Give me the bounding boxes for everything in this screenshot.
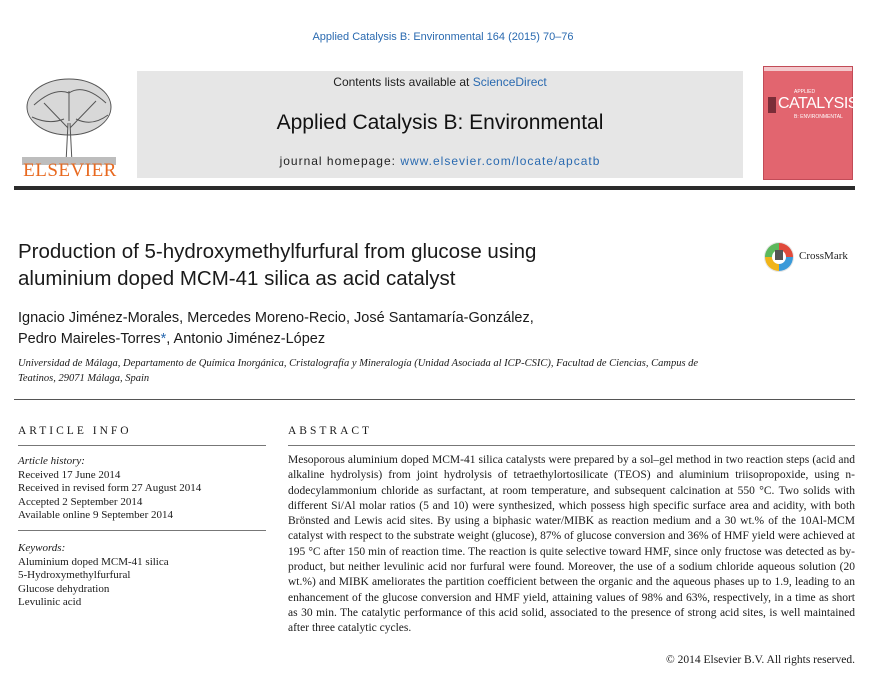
article-title: Production of 5-hydroxymethylfurfural from glucose using aluminium doped MCM-41 silica as acid catalyst bbox=[18, 240, 537, 290]
journal-title: Applied Catalysis B: Environmental bbox=[276, 111, 604, 134]
publisher-name: ELSEVIER bbox=[23, 160, 117, 181]
abstract-heading: ABSTRACT bbox=[288, 425, 373, 437]
crossmark-label: CrossMark bbox=[799, 250, 848, 262]
article-info-heading: ARTICLE INFO bbox=[18, 425, 132, 437]
cover-wordmark: CATALYSIS bbox=[778, 95, 858, 112]
contents-line: Contents lists available at ScienceDirect bbox=[333, 75, 547, 89]
journal-cover[interactable] bbox=[763, 66, 858, 180]
keyword-item: Aluminium doped MCM-41 silica bbox=[18, 555, 169, 568]
homepage-link[interactable]: www.elsevier.com/locate/apcatb bbox=[400, 154, 601, 168]
homepage-line: journal homepage: www.elsevier.com/locate/apcatb bbox=[279, 154, 601, 168]
keyword-item: Levulinic acid bbox=[18, 596, 82, 608]
keywords bbox=[18, 542, 266, 610]
keywords-label: Keywords: bbox=[18, 542, 66, 554]
history-item: Available online 9 September 2014 bbox=[18, 509, 173, 521]
article-history bbox=[18, 455, 266, 523]
history-label: Article history: bbox=[18, 455, 85, 467]
keyword-item: 5-Hydroxymethylfurfural bbox=[18, 569, 131, 581]
history-item: Received in revised form 27 August 2014 bbox=[18, 482, 202, 494]
abstract-body: Mesoporous aluminium doped MCM-41 silica catalysts were prepared by a sol–gel method in two reaction steps (acid and alkaline hydrolysis) from joint hydrolysis of tetraethylortosilicate (TEOS) and aluminium triisopropoxide, using n-dodecylammonium chloride as surfactant, at room temperature, and subsequent calcination at 550 °C. Two solids with different Si/Al molar ratios (5 and 10) were synthesized, which possess high specific surface area and acidity, with both Brönsted and Lewis acid sites. By using a biphasic water/MIBK as reaction medium and a 30 wt.% of the 10Al-MCM catalyst with respect to the substrate weight (glucose), 87% of glucose conversion and 36% of HMF yield were achieved at 195 °C after 150 min of reaction time. The reaction is quite selective toward HMF, since only fructose was detected as by-product, but neither levulinic acid nor furfural were found. Moreover, the use of a sodium chloride aqueous solution (20 wt.%) and MIBK ameliorates the partition coefficient between the organic and the aqueous phases up to 1.9, leading to an enhancement of the glucose conversion and HMF yield, attaining values of 98% and 63%, respectively, in a time as short as 30 min. The catalytic performance of this acid solid, associated to the presence of strong acid sites, is well maintained after three catalytic cycles. bbox=[288, 454, 855, 635]
history-item: Accepted 2 September 2014 bbox=[18, 495, 143, 508]
cover-small-text: APPLIED bbox=[794, 89, 816, 95]
affiliation-rule bbox=[14, 399, 855, 400]
header-rule bbox=[14, 186, 855, 190]
journal-citation[interactable]: Applied Catalysis B: Environmental 164 (2015) 70–76 bbox=[312, 31, 574, 43]
keyword-item: Glucose dehydration bbox=[18, 582, 110, 595]
cover-square bbox=[768, 97, 776, 113]
crossmark-badge[interactable] bbox=[763, 240, 863, 276]
crossmark-icon bbox=[763, 240, 795, 274]
corresponding-author-mark[interactable]: * bbox=[160, 331, 167, 347]
cover-env-text: B: ENVIRONMENTAL bbox=[794, 114, 843, 120]
journal-banner bbox=[137, 71, 743, 178]
affiliation: Universidad de Málaga, Departamento de Química Inorgánica, Cristalografía y Mineralogía (Unidad Asociada al ICP-CSIC), Facultad de Ciencias, Campus de Teatinos, 29071 Málaga, Spain bbox=[18, 358, 699, 384]
keywords-rule bbox=[18, 530, 266, 531]
sciencedirect-link[interactable]: ScienceDirect bbox=[472, 75, 547, 89]
author-list: Ignacio Jiménez-Morales, Mercedes Moreno-Recio, José Santamaría-González, Pedro Maireles-Torres*, Antonio Jiménez-López bbox=[18, 310, 534, 347]
copyright-notice: © 2014 Elsevier B.V. All rights reserved. bbox=[666, 654, 855, 666]
history-item: Received 17 June 2014 bbox=[18, 468, 121, 481]
article-info-rule bbox=[18, 445, 266, 446]
cover-strip bbox=[764, 67, 852, 71]
journal-header bbox=[14, 62, 858, 181]
abstract-rule bbox=[288, 445, 855, 446]
